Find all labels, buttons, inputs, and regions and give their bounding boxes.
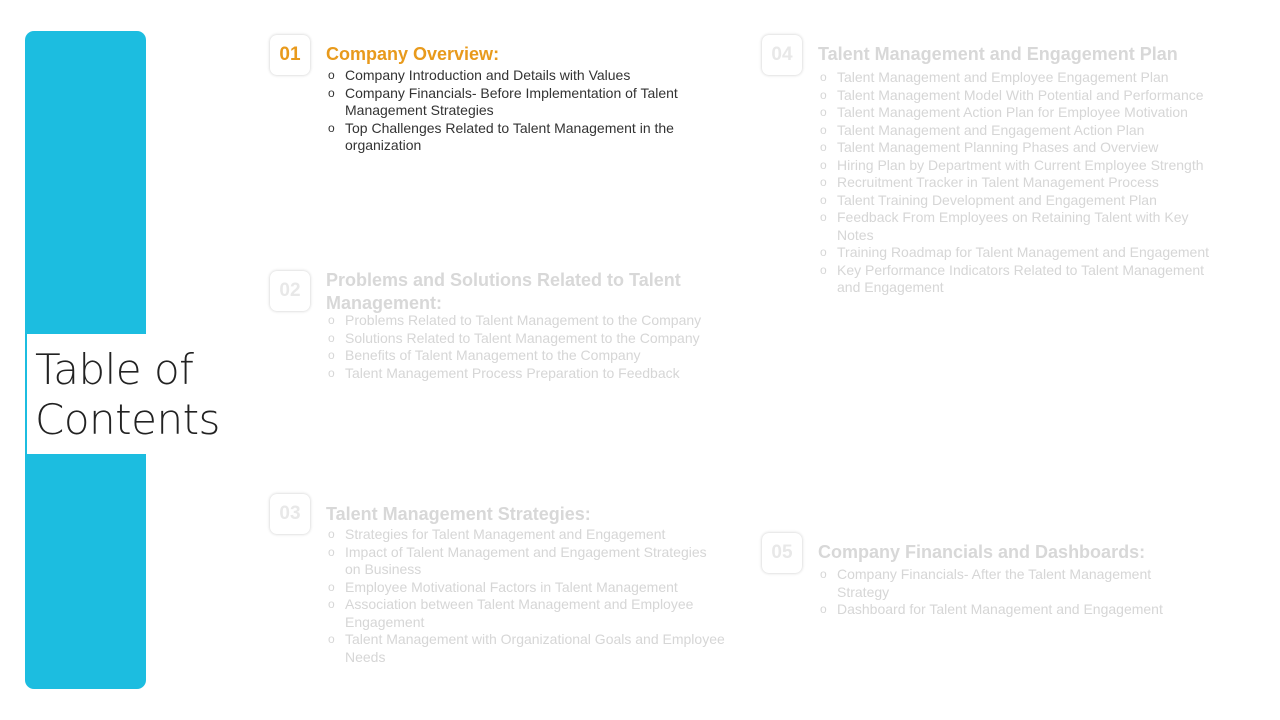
toc-section-04 — [762, 35, 1242, 325]
list-item: o Hiring Plan by Department with Current Employee Strength — [818, 157, 1223, 175]
list-item: o Solutions Related to Talent Management to the Company — [326, 330, 726, 348]
list-item: o Company Introduction and Details with Values — [326, 67, 706, 85]
list-item: o Impact of Talent Management and Engagement Strategies on Business — [326, 544, 726, 579]
list-item: o Recruitment Tracker in Talent Management Process — [818, 174, 1223, 192]
list-item: o Problems Related to Talent Management to the Company — [326, 312, 726, 330]
toc-section-03 — [270, 494, 740, 674]
section-number-badge: 01 — [270, 35, 310, 75]
list-item: o Talent Management with Organizational Goals and Employee Needs — [326, 631, 726, 666]
list-item: o Association between Talent Management and Employee Engagement — [326, 596, 726, 631]
list-item: o Talent Management Planning Phases and Overview — [818, 139, 1223, 157]
list-item: o Feedback From Employees on Retaining Talent with Key Notes — [818, 209, 1223, 244]
list-item: o Dashboard for Talent Management and Engagement — [818, 601, 1198, 619]
section-item-list — [818, 566, 1198, 619]
list-item: o Training Roadmap for Talent Management and Engagement — [818, 244, 1223, 262]
list-item: o Strategies for Talent Management and Engagement — [326, 526, 726, 544]
list-item: o Company Financials- Before Implementation of Talent Management Strategies — [326, 85, 706, 120]
list-item: o Top Challenges Related to Talent Management in the organization — [326, 120, 706, 155]
list-item: o Talent Management Process Preparation to Feedback — [326, 365, 726, 383]
section-number-badge: 04 — [762, 35, 802, 75]
list-item: o Company Financials- After the Talent Management Strategy — [818, 566, 1198, 601]
section-heading: Problems and Solutions Related to Talent Management: — [326, 270, 681, 313]
section-item-list — [326, 67, 706, 155]
list-item: o Talent Management and Employee Engagement Plan — [818, 69, 1223, 87]
section-item-list — [326, 312, 726, 382]
list-item: o Talent Management Action Plan for Employee Motivation — [818, 104, 1223, 122]
section-heading: Talent Management Strategies: — [326, 504, 591, 524]
section-item-list — [326, 526, 726, 666]
list-item: o Talent Management and Engagement Action Plan — [818, 122, 1223, 140]
list-item: o Key Performance Indicators Related to Talent Management and Engagement — [818, 262, 1223, 297]
section-heading: Company Overview: — [326, 44, 500, 64]
toc-section-01 — [270, 35, 740, 165]
section-heading: Talent Management and Engagement Plan — [818, 44, 1178, 64]
section-number-badge: 05 — [762, 533, 802, 573]
toc-section-02 — [270, 271, 740, 401]
section-item-list — [818, 69, 1223, 297]
list-item: o Talent Management Model With Potential and Performance — [818, 87, 1223, 105]
toc-section-05 — [762, 533, 1242, 633]
list-item: o Benefits of Talent Management to the Company — [326, 347, 726, 365]
section-number-badge: 02 — [270, 271, 310, 311]
section-heading: Company Financials and Dashboards: — [818, 542, 1146, 562]
list-item: o Employee Motivational Factors in Talent Management — [326, 579, 726, 597]
section-number-badge: 03 — [270, 494, 310, 534]
list-item: o Talent Training Development and Engagement Plan — [818, 192, 1223, 210]
page-title: Table of Contents — [35, 345, 220, 444]
